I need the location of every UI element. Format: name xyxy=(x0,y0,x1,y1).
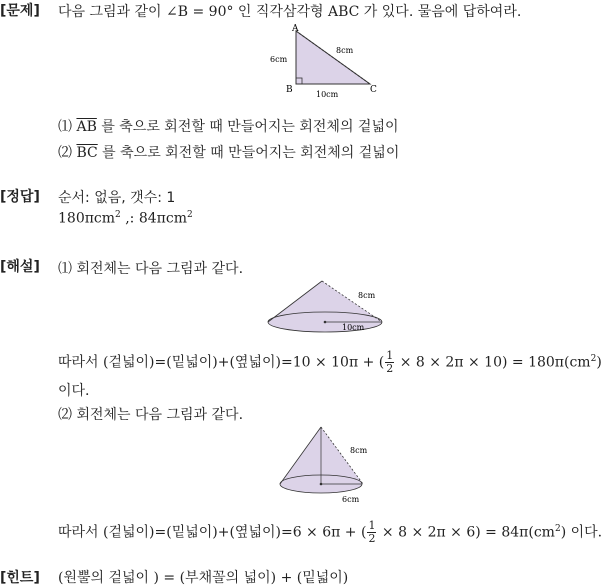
cone-2-slant-label: 8cm xyxy=(350,446,368,455)
cone-2-radius-label: 6cm xyxy=(342,495,360,504)
answer-tag: [정답] xyxy=(0,189,40,205)
formula-1-part-b: × 8 × 2π × 10) = 180π(cm xyxy=(395,354,591,371)
answer-value-1: 180πcm xyxy=(58,210,116,227)
formula-1-exponent: 2 xyxy=(590,353,597,364)
formula-2-fraction xyxy=(367,520,376,545)
triangle-figure xyxy=(262,22,392,102)
formula-2-numerator: 1 xyxy=(368,519,376,532)
answer-exponent-2: 2 xyxy=(186,210,193,220)
formula-1-denominator: 2 xyxy=(386,362,394,375)
answer-line-2 xyxy=(58,210,193,227)
problem-tag: [문제] xyxy=(0,3,40,19)
explanation-tag: [해설] xyxy=(0,259,40,275)
side-ac-label: 8cm xyxy=(336,46,354,55)
vertex-a-label: A xyxy=(292,24,299,34)
vertex-b-label: B xyxy=(286,85,293,95)
question-1-segment: $\overline{AB}$ xyxy=(76,119,97,135)
formula-1-numerator: 1 xyxy=(386,349,394,362)
cone-1-radius-label: 10cm xyxy=(342,323,365,332)
question-2-segment: $\overline{BC}$ xyxy=(76,145,98,161)
question-1-text: 를 축으로 회전할 때 만들어지는 회전체의 겉넓이 xyxy=(101,119,399,135)
formula-2-part-b: × 8 × 2π × 6) = 84π(cm xyxy=(377,524,555,541)
explanation-part-1: ⑴ 회전체는 다음 그림과 같다. xyxy=(58,261,244,277)
formula-2 xyxy=(58,520,602,545)
formula-1-part-c: ) xyxy=(596,354,602,371)
question-2 xyxy=(58,142,399,162)
answer-line-1: 순서: 없음, 갯수: 1 xyxy=(58,190,176,206)
cone-figure-1 xyxy=(262,278,392,338)
question-1-number: ⑴ xyxy=(58,119,72,135)
formula-2-part-a: 따라서 (겉넓이)=(밑넓이)+(옆넓이)=6 × 6π + ( xyxy=(58,524,367,541)
side-bc-label: 10cm xyxy=(316,90,339,99)
cone-1-slant-label: 8cm xyxy=(358,291,376,300)
side-ab-label: 6cm xyxy=(270,55,288,64)
formula-2-denominator: 2 xyxy=(368,532,376,545)
formula-1-ending: 이다. xyxy=(58,383,90,399)
formula-1-fraction xyxy=(385,350,394,375)
problem-statement: 다음 그림과 같이 ∠B = 90° 인 직각삼각형 ABC 가 있다. 물음에 답하여라. xyxy=(58,4,522,20)
formula-1 xyxy=(58,350,602,375)
explanation-part-2: ⑵ 회전체는 다음 그림과 같다. xyxy=(58,407,244,423)
answer-exponent-1: 2 xyxy=(115,210,121,220)
question-2-number: ⑵ xyxy=(58,145,72,161)
formula-2-exponent: 2 xyxy=(554,523,561,534)
cone-figure-2 xyxy=(272,423,382,507)
hint-tag: [힌트] xyxy=(0,570,40,586)
formula-2-part-c: ) 이다. xyxy=(560,524,602,541)
question-1 xyxy=(58,116,399,136)
formula-1-part-a: 따라서 (겉넓이)=(밑넓이)+(옆넓이)=10 × 10π + ( xyxy=(58,354,385,371)
question-2-text: 를 축으로 회전할 때 만들어지는 회전체의 겉넓이 xyxy=(102,145,400,161)
answer-value-2: ,: 84πcm xyxy=(120,210,187,227)
hint-text: (원뿔의 겉넓이 ) = (부채꼴의 넓이) + (밑넓이) xyxy=(58,570,349,586)
vertex-c-label: C xyxy=(370,85,377,95)
